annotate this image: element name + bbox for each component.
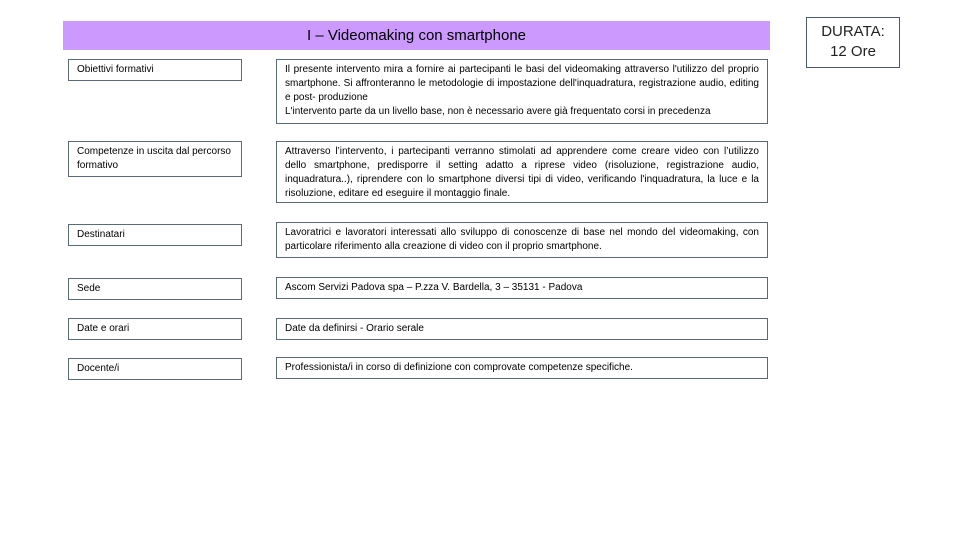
obiettivi-text: Il presente intervento mira a fornire ai partecipanti le basi del videomaking attraverso l'utilizzo del proprio smartphone. Si affronteranno le metodologie di impostazione dell'inquadratura, registrazione audio, editing e post- produzione [285, 64, 759, 103]
label-obiettivi: Obiettivi formativi [68, 59, 242, 81]
duration-box [806, 17, 900, 68]
label-date: Date e orari [68, 318, 242, 340]
value-destinatari: Lavoratrici e lavoratori interessati allo sviluppo di conoscenze di base nel mondo del videomaking, con particolare riferimento alla creazione di video con il proprio smartphone. [276, 222, 768, 258]
value-obiettivi [276, 59, 768, 124]
label-sede: Sede [68, 278, 242, 300]
duration-value: 12 Ore [830, 43, 876, 60]
label-docenti: Docente/i [68, 358, 242, 380]
label-competenze: Competenze in uscita dal percorso formativo [68, 141, 242, 177]
label-destinatari: Destinatari [68, 224, 242, 246]
value-sede: Ascom Servizi Padova spa – P.zza V. Bardella, 3 – 35131 - Padova [276, 277, 768, 299]
obiettivi-text-2: L'intervento parte da un livello base, non è necessario avere già frequentato corsi in precedenza [285, 106, 711, 117]
page-title: I – Videomaking con smartphone [63, 21, 770, 50]
value-docenti: Professionista/i in corso di definizione con comprovate competenze specifiche. [276, 357, 768, 379]
value-date: Date da definirsi - Orario serale [276, 318, 768, 340]
duration-label: DURATA: [821, 23, 885, 40]
value-competenze: Attraverso l’intervento, i partecipanti verranno stimolati ad apprendere come creare video con l’utilizzo dello smartphone, predisporre il setting adatto a riprese video (risoluzione, registrazione audio, inquadratura..), riprendere con lo smartphone diversi tipi di video, verificando l'inquadratura, la luce e la risoluzione, editare ed eseguire il montaggio finale. [276, 141, 768, 203]
